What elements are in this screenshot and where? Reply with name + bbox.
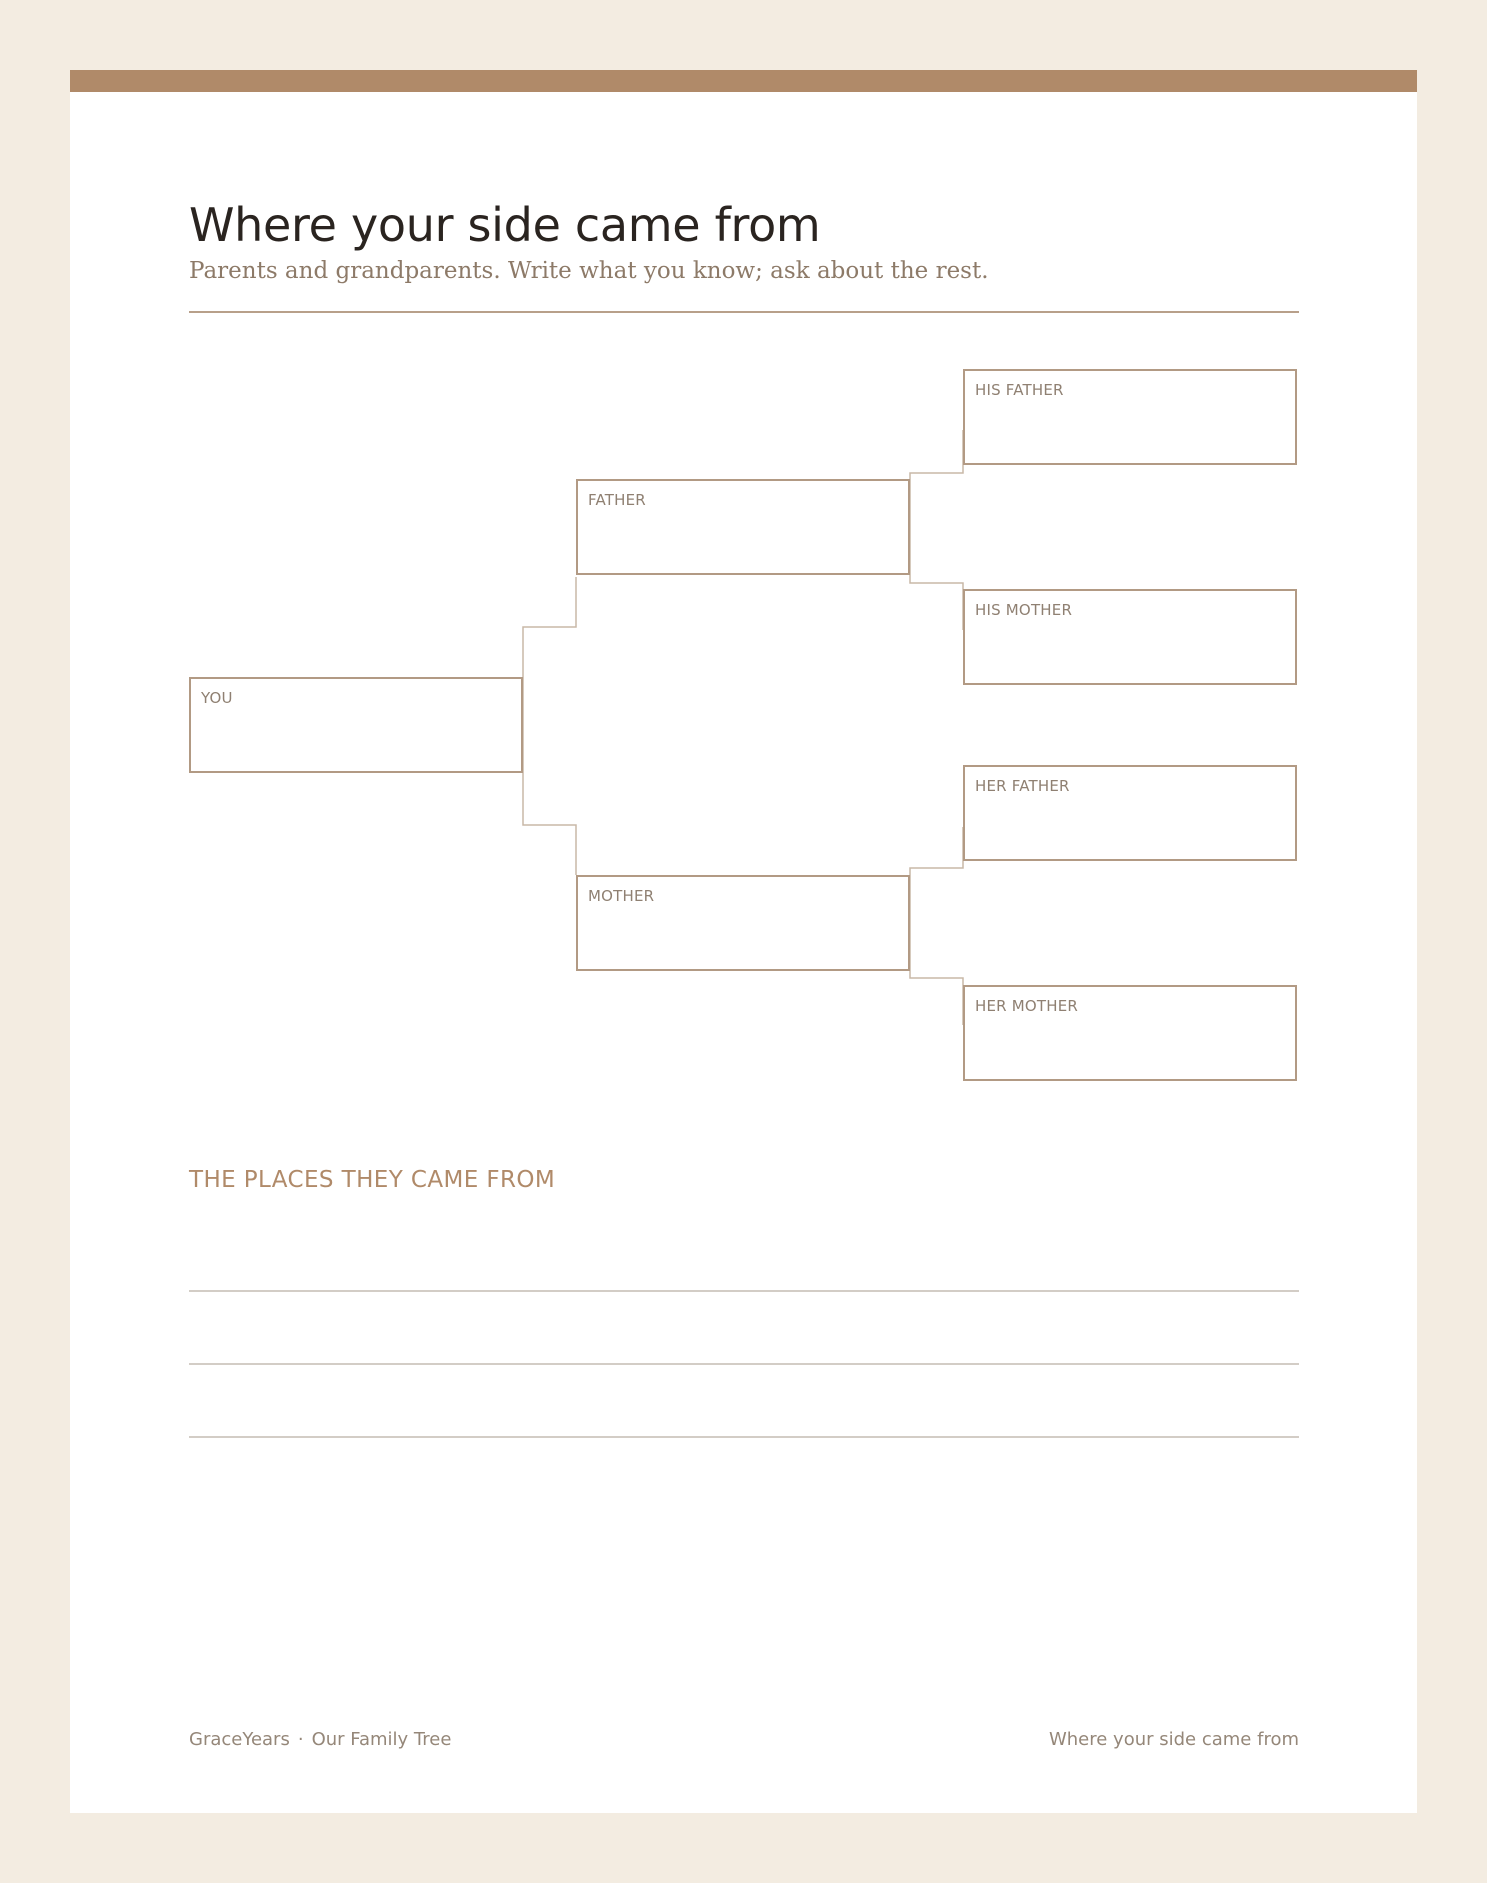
- footer-booklet: Our Family Tree: [311, 1729, 452, 1750]
- box-father[interactable]: [576, 479, 910, 575]
- connector-you-father: [523, 577, 576, 767]
- footer-page-title: Where your side came from: [1048, 1729, 1299, 1750]
- footer-brand: GraceYears: [189, 1729, 290, 1750]
- box-label-father: FATHER: [588, 491, 646, 509]
- footer-separator: ·: [297, 1729, 304, 1750]
- box-you[interactable]: [189, 677, 523, 773]
- connector-mother-her-mother: [910, 972, 963, 1025]
- page-title: Where your side came from: [189, 198, 821, 252]
- box-label-her-father: HER FATHER: [975, 777, 1070, 795]
- connector-you-mother: [523, 767, 576, 875]
- places-line[interactable]: [189, 1436, 1299, 1438]
- connector-father-his-father: [910, 430, 963, 577]
- page-subtitle: Parents and grandparents. Write what you know; ask about the rest.: [189, 258, 989, 284]
- worksheet-page: [70, 70, 1417, 1813]
- footer-left: [189, 1729, 451, 1750]
- places-heading: THE PLACES THEY CAME FROM: [189, 1167, 556, 1193]
- box-her-father[interactable]: [963, 765, 1297, 861]
- box-his-mother[interactable]: [963, 589, 1297, 685]
- box-label-his-father: HIS FATHER: [975, 381, 1064, 399]
- places-line[interactable]: [189, 1290, 1299, 1292]
- box-label-you: YOU: [201, 689, 233, 707]
- connector-father-his-mother: [910, 577, 963, 630]
- box-mother[interactable]: [576, 875, 910, 971]
- box-label-mother: MOTHER: [588, 887, 655, 905]
- box-his-father[interactable]: [963, 369, 1297, 465]
- box-label-his-mother: HIS MOTHER: [975, 601, 1073, 619]
- box-label-her-mother: HER MOTHER: [975, 997, 1079, 1015]
- places-line[interactable]: [189, 1363, 1299, 1365]
- box-her-mother[interactable]: [963, 985, 1297, 1081]
- connector-mother-her-father: [910, 827, 963, 972]
